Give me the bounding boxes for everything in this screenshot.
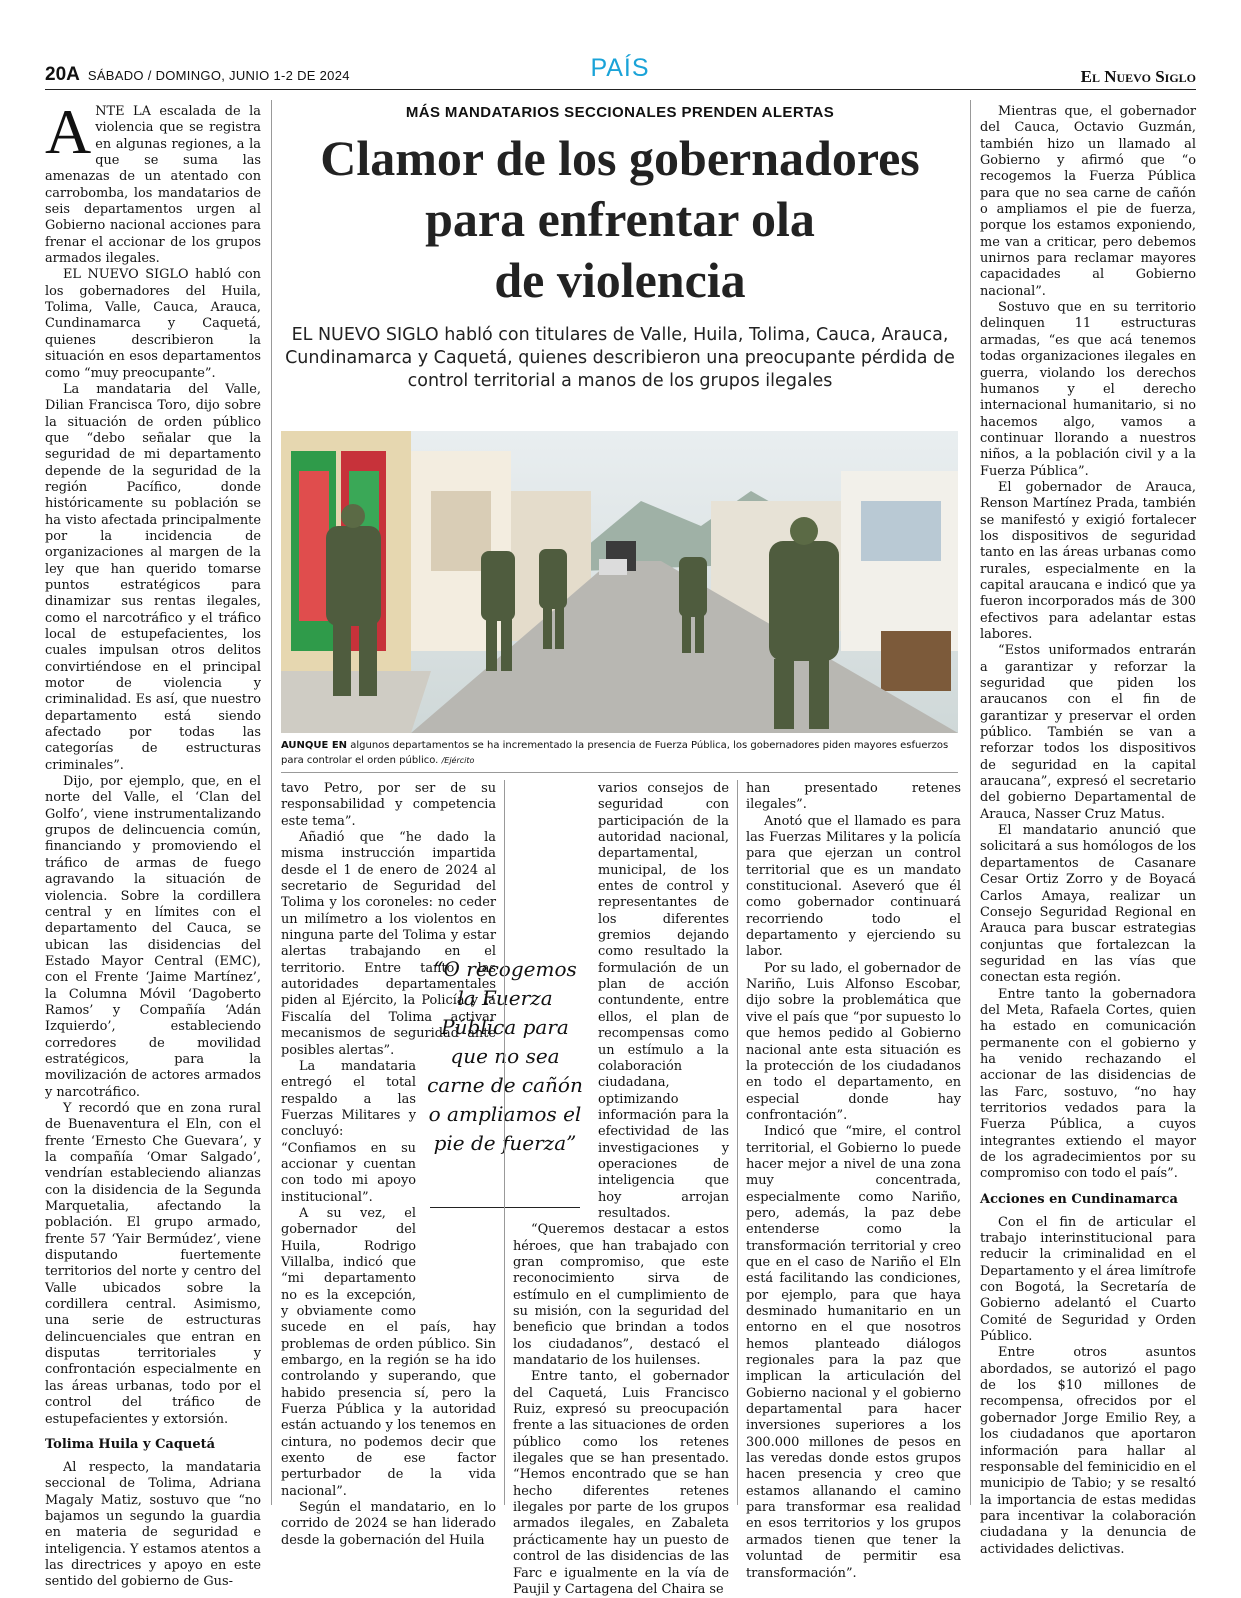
section-label: PAÍS (590, 54, 650, 82)
paragraph: El gobernador de Arauca, Renson Martínez Prada, también se manifestó y exigió fortalecer los dispositivos de seguridad tanto en las áreas urbanas como rurales, especialmente en la capital araucana e indicó que ya fueron incorporados más de 300 efectivos para adelantar estas labores. (980, 479, 1196, 642)
page-number: 20A (45, 64, 80, 85)
column-rule (271, 100, 272, 1505)
paragraph: EL NUEVO SIGLO habló con los gobernadores del Huila, Tolima, Valle, Cauca, Arauca, Cundinamarca y Caquetá, quienes describieron la situación en esos departamentos como “muy preocupante”. (45, 267, 261, 381)
paragraph: Al respecto, la mandataria seccional de Tolima, Adriana Magaly Matiz, sostuvo que “no bajamos un segundo la guardia en materia de seguridad e inteligencia. Y estamos atentos a las directrices y apoyo en este sentido del gobierno de Gus- (45, 1459, 261, 1590)
paragraph: El mandatario anunció que solicitará a sus homólogos de los departamentos de Casanare Cesar Ortiz Zorro y de Boyacá Carlos Amaya, realizar un Consejo Seguridad Regional en Arauca para buscar estrategias conjuntas que fortalezcan la seguridad en las vías que conectan esta región. (980, 823, 1196, 986)
column-3 (513, 781, 729, 1598)
column-rule (970, 100, 971, 1505)
issue-date: SÁBADO / DOMINGO, JUNIO 1-2 DE 2024 (87, 68, 350, 83)
paragraph: Sostuvo que en su territorio delinquen 11 estructuras armadas, “es que acá tenemos todas organizaciones ilegales en guerra, violando los derechos humanos y el derecho internacional humanitario, si no hacemos algo, vamos a continuar llorando a nuestros niños, a la población civil y a la Fuerza Pública”. (980, 300, 1196, 479)
article-kicker: MÁS MANDATARIOS SECCIONALES PRENDEN ALERTAS (405, 104, 835, 121)
paragraph: Y recordó que en zona rural de Buenaventura el Eln, con el frente ‘Ernesto Che Guevara’, y la compañía ‘Omar Salgado’, vendrían estableciendo alianzas con la disidencia de la Segunda Marquetalia, afectando la población. El grupo armado, frente 57 ‘Yair Bermúdez’, viene disputando fuertemente territorios del norte y centro del Valle ubicados sobre la cordillera central. Asimismo, una serie de estructuras delincuenciales que entran en disputas territoriales y confrontación especialmente en las áreas urbanas, todo por el control del tráfico de estupefacientes y extorsión. (45, 1100, 261, 1427)
column-rule (737, 780, 738, 1505)
article-subhead: EL NUEVO SIGLO habló con titulares de Valle, Huila, Tolima, Cauca, Arauca, Cundinamarca y Caquetá, quienes describieron una preocupante pérdida de control territorial a manos de los grupos ilegales (285, 325, 955, 391)
paragraph: La mandataria del Valle, Dilian Francisca Toro, dijo sobre la situación de orden público que “debo señalar que la seguridad de mi departamento depende de la seguridad de la región Pacífico, donde históricamente su población se ha visto afectada principalmente por la incidencia de organizaciones al margen de la ley que han querido tomarse puntos estratégicos para dinamizar sus rentas ilegales, como el narcotráfico y el tráfico local de estupefacientes, los cuales impulsan otros delitos convirtiéndose en el principal motor de violencia y criminalidad. Es así, que nuestro departamento está siendo afectado por todas las categorías de estructuras criminales”. (45, 381, 261, 773)
paragraph: A su vez, el gobernador del Huila, Rodrigo Villalba, indicó que “mi departamento no es la excepción, y obviamente como sucede en el país, hay problemas de orden público. Sin embargo, en la región se ha ido controlando y superando, que habido presencia sí, pero la Fuerza Pública y la autoridad están actuando y los tenemos en cintura, no podemos decir que exento de ese factor perturbador de la vida nacional”. (281, 1205, 496, 1499)
paragraph: La mandataria entregó el total respaldo a las Fuerzas Militares y concluyó: “Confiamos en su accionar y cuentan con todo mi apoyo institucional”. (281, 1058, 416, 1205)
photo-caption (281, 738, 958, 768)
paragraph: Indicó que “mire, el control territorial, el Gobierno lo puede hacer mejor a nivel de una zona muy concentrada, especialmente como Nariño, pero, además, la paz debe entenderse como la transformación territorial y creo que en el caso de Nariño el Eln está facilitando las condiciones, por ejemplo, para que haya desminado humanitario en un entorno en el que nosotros hemos planteado diálogos regionales para la paz que implican la articulación del Gobierno nacional y el gobierno departamental para hacer inversiones superiores a los 300.000 millones de pesos en las veredas donde estos grupos hacen presencia y creo que estamos allanando el camino para transformar esa realidad en esos territorios y los grupos armados tienen que tener la voluntad de permitir esa transformación”. (746, 1124, 961, 1581)
lead-paragraph: ANTE LA escalada de la violencia que se registra en algunas regiones, a la que se suma las amenazas de un atentado con carrobomba, los mandatarios de seis departamentos urgen al Gobierno nacional acciones para frenar el accionar de los grupos armados ilegales. (45, 96, 261, 267)
paragraph: han presentado retenes ilegales”. (746, 781, 961, 813)
photo-credit: /Ejército (441, 756, 475, 765)
paragraph: “Queremos destacar a estos héroes, que han trabajado con gran compromiso, que este reconocimiento sirva de estímulo en el cumplimiento de su misión, con la seguridad del beneficio que brindan a todos los ciudadanos”, destacó el mandatario de los huilenses. (513, 1222, 729, 1369)
paragraph: Según el mandatario, en lo corrido de 2024 se han liderado desde la gobernación del Huila (281, 1500, 496, 1548)
column-2 (281, 781, 496, 1549)
paragraph: Anotó que el llamado es para las Fuerzas Militares y la policía para que ejerzan un control territorial que es un mandato constitucional. Aseveró que él como gobernador continuará recorriendo todo el departamento y ejerciendo su labor. (746, 813, 961, 960)
paragraph: Entre tanto la gobernadora del Meta, Rafaela Cortes, quien ha estado en comunicación permanente con el gobierno y ha venido rechazando el accionar de las disidencias de las Farc, sostuvo, “no hay territorios vedados para la Fuerza Pública, a cuyos integrantes extiendo el mayor de los agradecimientos por su compromiso con todo el país”. (980, 986, 1196, 1182)
header-rule (45, 89, 1196, 90)
paragraph: Añadió que “he dado la misma instrucción impartida desde el 1 de enero de 2024 al secretario de Seguridad del Tolima y los coroneles: no ceder un milímetro a los violentos en ninguna parte del Tolima y estar alertas trabajando en el territorio. Entre tanto, las autoridades departamentales piden al Ejército, la Policía y la Fiscalía del Tolima activar mecanismos de seguridad ante posibles alertas”. (281, 830, 496, 1058)
caption-text: algunos departamentos se ha incrementado la presencia de Fuerza Pública, los gobernadores piden mayores esfuerzos para controlar el orden público. (281, 740, 949, 766)
column-1 (45, 96, 261, 1591)
drop-cap: A (45, 96, 92, 167)
subheading-cundinamarca: Acciones en Cundinamarca (980, 1191, 1178, 1207)
pull-quote-rule (430, 1207, 580, 1208)
caption-lead: AUNQUE EN (281, 740, 348, 751)
newspaper-logo: El Nuevo Siglo (1080, 67, 1196, 86)
paragraph: Entre tanto, el gobernador del Caquetá, Luis Francisco Ruiz, expresó su preocupación frente a las situaciones de orden público como los retenes ilegales que se han presentado. “Hemos encontrado que se han hecho diferentes retenes ilegales por parte de los grupos armados ilegales, en Zabaleta prácticamente hay un puesto de control de las disidencias de las Farc e igualmente en la vía de Paujil y Cartagena del Chaira se (513, 1369, 729, 1597)
page-header-left (45, 64, 350, 86)
article-headline: Clamor de los gobernadores para enfrentar ola de violencia (320, 130, 920, 308)
subheading-tolima: Tolima Huila y Caquetá (45, 1436, 216, 1452)
paragraph: Por su lado, el gobernador de Nariño, Luis Alfonso Escobar, dijo sobre la problemática que vive el país que “por supuesto lo que hemos pedido al Gobierno nacional ante esta situación es la protección de los ciudadanos en todo el departamento, en especial donde hay confrontación”. (746, 960, 961, 1123)
column-5 (980, 104, 1196, 1558)
paragraph: “Estos uniformados entrarán a garantizar y reforzar la seguridad que piden los araucanos con el fin de garantizar y preservar el orden público. También se van a reforzar todos los dispositivos de seguridad en la capital araucana”, expresó el secretario del gobierno Departamental de Arauca, Nasser Cruz Matus. (980, 643, 1196, 822)
column-4 (746, 781, 961, 1582)
paragraph: varios consejos de seguridad con participación de la autoridad nacional, departamental, municipal, de los entes de control y representantes de los diferentes gremios dejando como resultado la formulación de un plan de acción contundente, entre ellos, el plan de recompensas como un estímulo a la colaboración ciudadana, optimizando información para la efectividad de las investigaciones y operaciones de inteligencia que hoy arrojan resultados. (598, 781, 729, 1221)
pull-quote: “O recogemos la Fuerza Pública para que no sea carne de cañón o ampliamos el pie de fuerza” (427, 957, 583, 1155)
paragraph: Entre otros asuntos abordados, se autorizó el pago de los $10 millones de recompensa, ofrecidos por el gobernador Jorge Emilio Rey, a los ciudadanos que aportaron información para hallar al responsable del feminicidio en el municipio de Tabio; y se resaltó la importancia de estas medidas para incentivar la colaboración ciudadana y la denuncia de actividades delictivas. (980, 1345, 1196, 1557)
paragraph: Con el fin de articular el trabajo interinstitucional para reducir la criminalidad en el Departamento y el área limítrofe con Bogotá, la Secretaría de Gobierno adelantó el Cuarto Comité de Seguridad y Orden Público. (980, 1214, 1196, 1345)
paragraph: tavo Petro, por ser de su responsabilidad y competencia este tema”. (281, 781, 496, 829)
caption-rule (281, 772, 958, 773)
paragraph: Mientras que, el gobernador del Cauca, Octavio Guzmán, también hizo un llamado al Gobierno y afirmó que “o recogemos la Fuerza Pública para que no sea carne de cañón o ampliamos el pie de fuerza, porque los estamos exponiendo, me van a criticar, pero debemos unirnos para reclamar mayores capacidades al Gobierno nacional”. (980, 104, 1196, 299)
paragraph: Dijo, por ejemplo, que, en el norte del Valle, el ‘Clan del Golfo’, viene instrumentalizando grupos de delincuencia común, financiando y promoviendo el tráfico de armas de fuego agravando la situación de violencia. Sobre la cordillera central y en límites con el departamento del Cauca, se ubican las disidencias del Estado Mayor Central (EMC), con el Frente ‘Jaime Martínez’, la Columna Móvil ‘Dagoberto Ramos’ y Compañía ‘Adán Izquierdo’, estableciendo corredores de movilidad estratégicos, para la movilización de actores armados y narcotráfico. (45, 774, 261, 1100)
article-photo (281, 431, 958, 733)
column-rule (504, 780, 505, 1505)
